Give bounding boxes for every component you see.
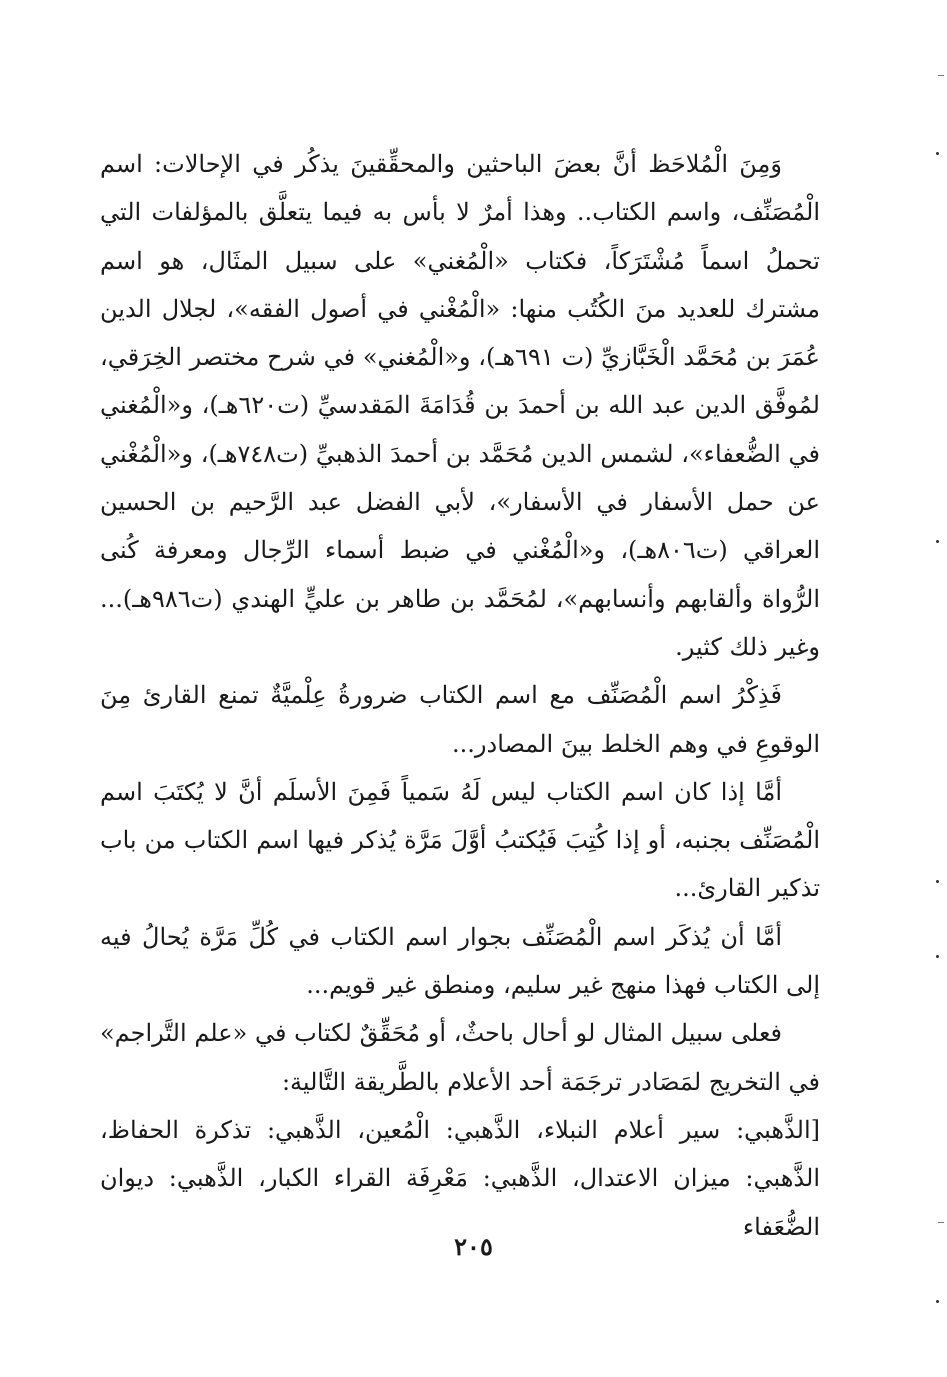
edge-tick — [938, 1222, 944, 1223]
margin-dot — [936, 955, 939, 958]
page-number: ٢٠٥ — [454, 1232, 493, 1261]
margin-dot — [936, 1300, 939, 1303]
paragraph-unique-title: أمَّا إذا كان اسم الكتاب ليس لَهُ سَمياً فَمِنَ الأسلَم أنَّ لا يُكتَبَ اسم الْمُصَنِّف بجنبه، أو إذا كُتِبَ فَيُكتبُ أوَّلَ مَرَّة يُذكر فيها اسم الكتاب من باب تذكير القارئ... — [100, 777, 820, 903]
paragraph-repeated-author: أمَّا أن يُذكَر اسم الْمُصَنِّف بجوار اسم الكتاب في كُلِّ مَرَّة يُحالُ فيه إلى الكتاب فهذا منهج غير سليم، ومنطق غير قويم... — [100, 922, 820, 1000]
paragraph-example-citation: [الذَّهبي: سير أعلام النبلاء، الذَّهبي: الْمُعين، الذَّهبي: تذكرة الحفاظ، الذَّهبي: ميزان الاعتدال، الذَّهبي: مَعْرِفَة القراء الكبار، الذَّهبي: ديوان الضُّعَفاء — [100, 1115, 820, 1241]
margin-dot — [936, 880, 939, 883]
edge-tick — [938, 75, 944, 76]
margin-dot — [936, 540, 939, 543]
margin-dot — [936, 152, 939, 155]
paragraph-mentioning-author-names: وَمِنَ الْمُلاحَظ أنَّ بعضَ الباحثين والمحقِّقينَ يذكُر في الإحالات: اسم الْمُصَنِّف، واسم الكتاب.. وهذا أمرٌ لا بأس به فيما يتعلَّق بالمؤلفات التي تحملُ اسماً مُشْتَرَكاً، فكتاب «الْمُغني» على سبيل المثَال، هو اسم مشترك للعديد منَ الكُتُب منها: «الْمُغْني في أصول الفقه»، لجلال الدين عُمَرَ بن مُحَمَّد الْخَبَّازيِّ (ت ٦٩١هـ)، و«الْمُغني» في شرح مختصر الخِرَقي، لمُوفَّق الدين عبد الله بن أحمدَ بن قُدَامَةَ المَقدسيِّ (ت٦٢٠هـ)، و«الْمُغني في الضُّعفاء»، لشمس الدين مُحَمَّد بن أحمدَ الذهبيِّ (ت٧٤٨هـ)، و«الْمُغْني عن حمل الأسفار في الأسفار»، لأبي الفضل عبد الرَّحيم بن الحسين العراقي (ت٨٠٦هـ)، و«الْمُغْني في ضبط أسماء الرِّجال ومعرفة كُنى الرُّواة وألقابهم وأنسابهم»، لمُحَمَّد بن طاهر بن عليٍّ الهندي (ت٩٨٦هـ)... وغير ذلك كثير. — [100, 150, 821, 661]
paragraph-example-intro: فعلى سبيل المثال لو أحال باحثٌ، أو مُحَقِّقٌ لكتاب في «علم التَّراجم» في التخريج لمَصَادر ترجَمَة أحد الأعلام بالطَّريقة التَّالية: — [100, 1019, 820, 1096]
body-text — [100, 140, 820, 1251]
paragraph-author-necessity: فَذِكْرُ اسم الْمُصَنِّف مع اسم الكتاب ضرورةُ عِلْميَّةٌ تمنع القارئ مِنَ الوقوعِ في وهم الخلط بينَ المصادر... — [100, 681, 820, 758]
